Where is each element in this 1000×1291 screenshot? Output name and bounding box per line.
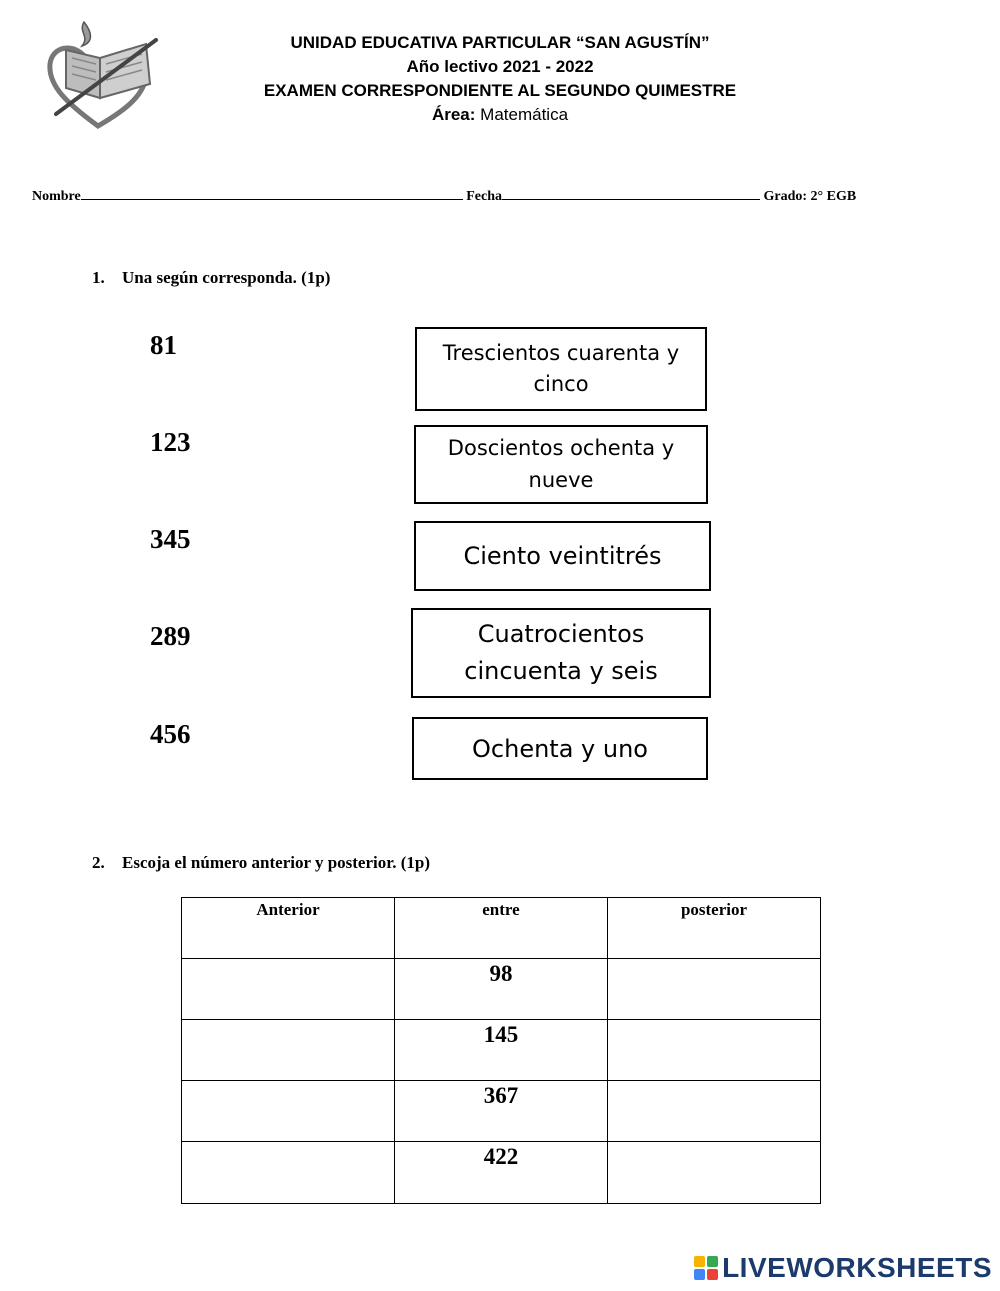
exam-title: EXAMEN CORRESPONDIENTE AL SEGUNDO QUIMESTRE [263,81,737,100]
logo-square-blue [694,1269,705,1280]
student-info-line [32,185,856,205]
logo-square-yellow [694,1256,705,1267]
question-1-title [92,268,330,288]
table-header-row [182,898,821,959]
liveworksheets-text: LIVEWORKSHEETS [722,1252,992,1283]
school-name: UNIDAD EDUCATIVA PARTICULAR “SAN AGUSTÍN” [290,33,710,52]
posterior-input-cell[interactable] [608,1081,821,1142]
date-blank[interactable] [502,185,760,200]
number-289[interactable]: 289 [150,621,191,651]
before-after-table [181,897,821,1204]
number-345[interactable]: 345 [150,524,191,554]
area-label: Área: [431,105,476,124]
liveworksheets-logo-icon [694,1256,718,1280]
logo-square-green [707,1256,718,1267]
header-posterior: posterior [608,898,821,959]
header-anterior: Anterior [182,898,395,959]
name-label: Nombre [32,189,81,204]
header-entre: entre [395,898,608,959]
number-81[interactable]: 81 [150,330,177,360]
name-blank[interactable] [81,185,463,200]
date-label: Fecha [466,189,502,204]
question-2-title [92,853,430,873]
question-2-text: Escoja el número anterior y posterior. (1p) [122,853,431,872]
word-box-ochenta-y-uno[interactable]: Ochenta y uno [412,717,708,780]
word-box-cuatrocientos-cincuenta-y-seis[interactable]: Cuatrocientos cincuenta y seis [411,608,711,698]
area-value: Matemática [480,105,569,124]
number-456[interactable]: 456 [150,719,191,749]
posterior-input-cell[interactable] [608,1142,821,1204]
table-row [182,1081,821,1142]
word-box-doscientos-ochenta-y-nueve[interactable]: Doscientos ochenta y nueve [414,425,708,504]
liveworksheets-watermark [694,1252,992,1284]
between-value: 98 [395,959,608,1020]
between-value: 367 [395,1081,608,1142]
school-logo [38,14,162,132]
word-box-trescientos-cuarenta-y-cinco[interactable]: Trescientos cuarenta y cinco [415,327,707,411]
table-row [182,1142,821,1204]
question-1-number: 1. [92,268,105,287]
school-year: Año lectivo 2021 - 2022 [406,57,594,76]
area-line [200,105,800,125]
anterior-input-cell[interactable] [182,1020,395,1081]
table-row [182,959,821,1020]
between-value: 422 [395,1142,608,1204]
number-123[interactable]: 123 [150,427,191,457]
question-1-text: Una según corresponda. (1p) [122,268,331,287]
posterior-input-cell[interactable] [608,959,821,1020]
posterior-input-cell[interactable] [608,1020,821,1081]
anterior-input-cell[interactable] [182,1142,395,1204]
anterior-input-cell[interactable] [182,1081,395,1142]
grade-label: Grado: 2° EGB [763,189,857,204]
logo-square-red [707,1269,718,1280]
table-row [182,1020,821,1081]
word-box-ciento-veintitres[interactable]: Ciento veintitrés [414,521,711,591]
anterior-input-cell[interactable] [182,959,395,1020]
between-value: 145 [395,1020,608,1081]
question-2-number: 2. [92,853,105,872]
